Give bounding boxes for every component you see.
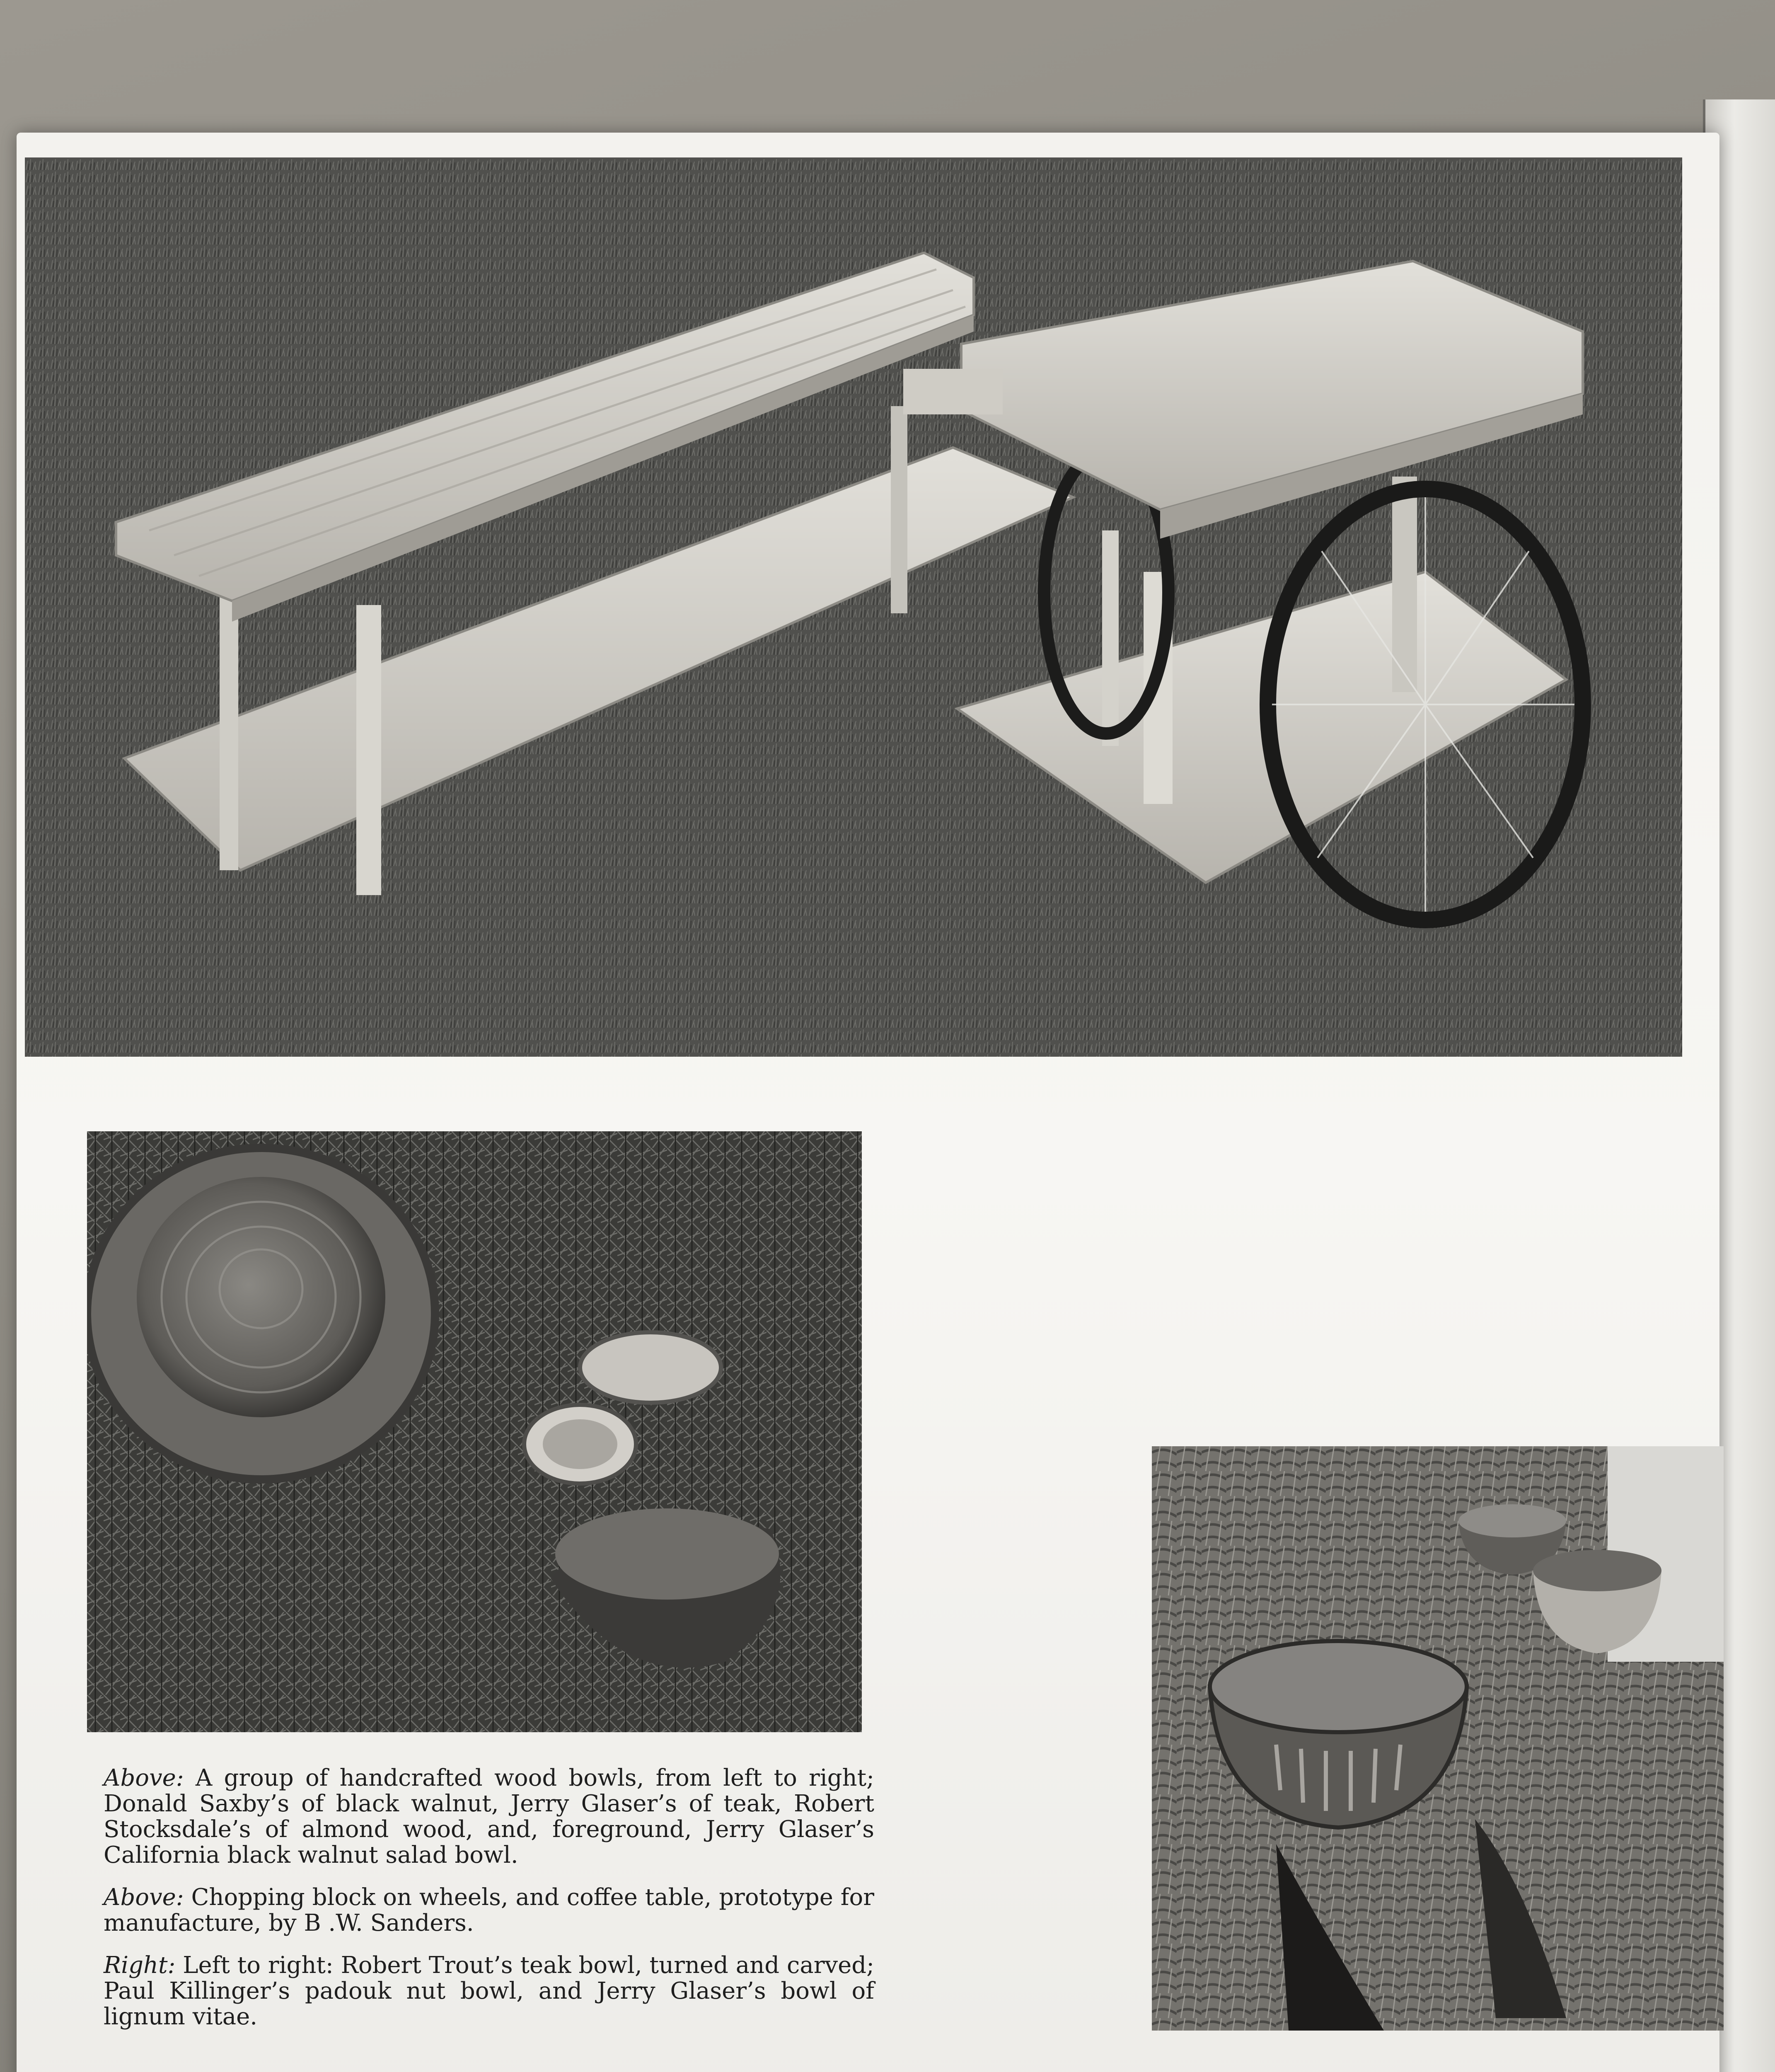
- caption-bowls-group: [104, 1765, 874, 1868]
- caption-bowls-tree: [104, 1953, 874, 2030]
- caption-text: A group of handcrafted wood bowls, from left to right; Donald Saxby’s of black walnut, Jerry Glaser’s of teak, Robert Stocksdale’s of almond wood, and, foreground, Jerry Glaser’s California black walnut salad bowl.: [104, 1765, 874, 1869]
- caption-lead: Above:: [104, 1765, 184, 1791]
- caption-text: Left to right: Robert Trout’s teak bowl, turned and carved; Paul Killinger’s padouk nut bowl, and Jerry Glaser’s bowl of lignum vitae.: [104, 1952, 874, 2030]
- caption-cart-table: [104, 1885, 874, 1936]
- caption-lead: Above:: [104, 1884, 184, 1911]
- caption-text: Chopping block on wheels, and coffee table, prototype for manufacture, by B .W. Sanders.: [104, 1884, 874, 1936]
- caption-lead: Right:: [104, 1952, 176, 1979]
- caption-block: [104, 1765, 874, 2046]
- photo-cart-and-table: [25, 157, 1682, 1057]
- photo-bowls-on-tree: [1152, 1446, 1724, 2031]
- photo-wood-bowls-group: [87, 1131, 862, 1732]
- book-page: [17, 133, 1719, 2072]
